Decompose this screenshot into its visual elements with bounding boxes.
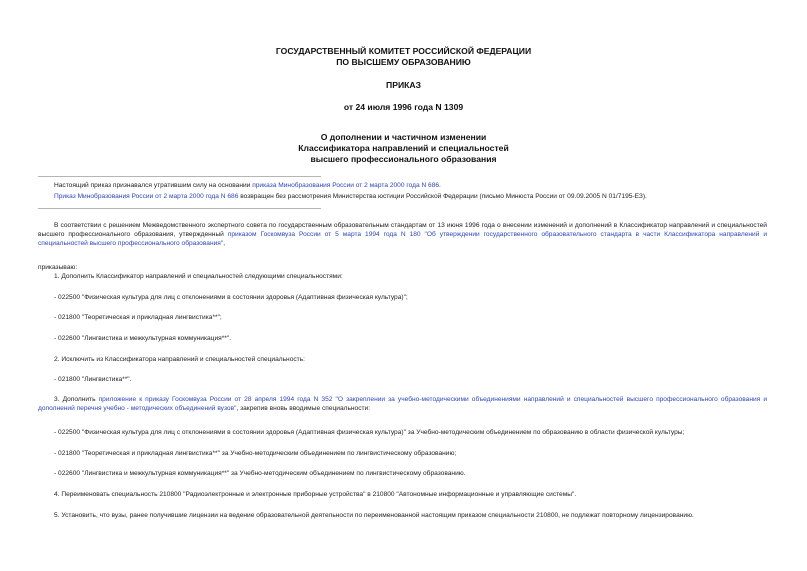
orders-line: приказываю: bbox=[38, 264, 78, 271]
item-3-specialty-c: - 022600 "Лингвистика и межкультурная коммуникация**" за Учебно-методическим объединением по лингвистическому образованию. bbox=[54, 470, 466, 477]
item-1-specialty-a: - 022500 "Физическая культура для лиц с отклонениями в состоянии здоровья (Адаптивная физическая культура)"; bbox=[54, 294, 408, 301]
document-type: ПРИКАЗ bbox=[386, 80, 421, 90]
item-4: 4. Переименовать специальность 210800 "Радиоэлектронные и электронные приборные устройства" в 210800 "Автономные информационные и управляющие системы". bbox=[54, 491, 577, 498]
notice-link-1[interactable]: приказа Минобразования России от 2 марта 2000 года N 686 bbox=[252, 182, 440, 189]
document-title-line3: высшего профессионального образования bbox=[310, 154, 497, 164]
item-2-specialty-a: - 021800 "Лингвистика**". bbox=[54, 376, 132, 383]
notice-bottom-divider bbox=[38, 208, 321, 209]
item-3 bbox=[38, 396, 767, 414]
notice-line-2 bbox=[54, 193, 647, 202]
notice-text-1: Настоящий приказ признавался утратившим силу на основании bbox=[54, 182, 253, 189]
item-1-specialty-c: - 022600 "Лингвистика и межкультурная коммуникация**". bbox=[54, 335, 232, 342]
item-3-specialty-a: - 022500 "Физическая культура для лиц с отклонениями в состоянии здоровья (Адаптивная физическая культура)" за Учебно-методическим объединением по образованию в области физической культуры; bbox=[54, 429, 685, 436]
item-3-text: 3. Дополнить bbox=[54, 396, 99, 403]
notice-text-2: возвращен без рассмотрения Министерства юстиции Российской Федерации (письмо Минюста России от 09.09.2005 N 01/7195-ЕЗ). bbox=[238, 193, 647, 200]
notice-top-divider bbox=[38, 176, 321, 177]
committee-name-line1: ГОСУДАРСТВЕННЫЙ КОМИТЕТ РОССИЙСКОЙ ФЕДЕРАЦИИ bbox=[275, 46, 532, 56]
document-date: от 24 июля 1996 года N 1309 bbox=[343, 102, 464, 112]
notice-link-2[interactable]: Приказ Минобразования России от 2 марта 2000 года N 686 bbox=[54, 193, 239, 200]
item-1-specialty-b: - 021800 "Теоретическая и прикладная лингвистика**"; bbox=[54, 314, 222, 321]
notice-end-1: . bbox=[439, 182, 441, 189]
intro-paragraph bbox=[38, 222, 767, 248]
item-3-link[interactable]: приложение к приказу Госкомвуза России от 28 апреля 1994 года N 352 "О закреплении за учебно-методическими объединениями направлений и специальностей высшего профессионального образования и дополнений перечня учебно - методических объединений вузов" bbox=[38, 396, 768, 412]
intro-link[interactable]: приказом Госкомвуза России от 5 марта 1994 года N 180 "Об утверждении государственного образовательного стандарта в части Классификатора направлений и специальностей высшего профессионального образования" bbox=[38, 230, 768, 247]
notice-line-1 bbox=[54, 182, 441, 191]
item-3-specialty-b: - 021800 "Теоретическая и прикладная лингвистика**" за Учебно-методическим объединением по лингвистическому образованию; bbox=[54, 450, 457, 457]
item-5: 5. Установить, что вузы, ранее получившие лицензии на ведение образовательной деятельности по переименованной настоящим приказом специальности 210800, не подлежат повторному лицензированию. bbox=[54, 512, 694, 519]
item-3-end: , закрепив вновь вводимые специальности: bbox=[236, 404, 371, 412]
document-title-line1: О дополнении и частичном изменении bbox=[320, 132, 487, 142]
committee-name-line2: ПО ВЫСШЕМУ ОБРАЗОВАНИЮ bbox=[336, 57, 471, 67]
intro-text: В соответствии с решением Межведомственного экспертного совета по государственным образовательным стандартам от 13 июня 1996 года о внесении изменений и дополнений в Классификатор направлений и специальностей высшего профессионального образования, утвержденный bbox=[38, 222, 767, 238]
item-2: 2. Исключить из Классификатора направлений и специальностей специальность: bbox=[54, 356, 305, 363]
intro-end: , bbox=[223, 239, 226, 247]
item-1: 1. Дополнить Классификатор направлений и специальностей следующими специальностями: bbox=[54, 273, 343, 280]
document-title-line2: Классификатора направлений и специальностей bbox=[298, 143, 509, 153]
